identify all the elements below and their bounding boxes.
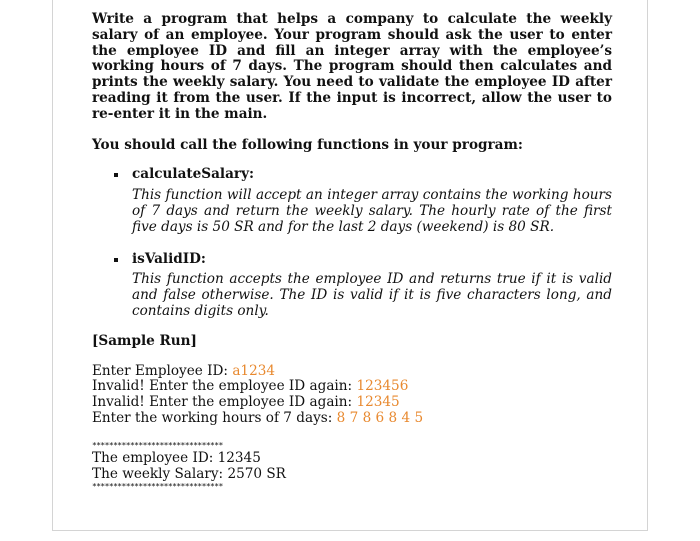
run-user-input: 8 7 8 6 8 4 5 [336, 409, 424, 426]
problem-statement: Write a program that helps a company to calculate the weekly salary of an employee. Your program should ask the user to enter the employee ID and fill an integer array with the employee’s working hours of 7 days. The program should then calculates and prints the weekly salary. You need to validate the employee ID after reading it from the user. If the input is incorrect, allow the user to re-enter it in the main. [92, 11, 612, 122]
sample-run-title: [Sample Run] [92, 332, 197, 349]
functions-heading: You should call the following functions in your program: [92, 136, 523, 153]
function-name: calculateSalary: [132, 166, 254, 183]
run-prompt: Enter Employee ID: [92, 362, 233, 379]
run-line [92, 364, 612, 380]
run-line [92, 395, 612, 411]
separator-bottom: ******************************* [92, 482, 223, 492]
run-user-input: 12345 [356, 394, 400, 411]
run-line [92, 379, 612, 395]
run-user-input: 123456 [356, 378, 409, 395]
bullet-icon [114, 173, 118, 177]
run-line [92, 411, 612, 427]
bullet-icon [114, 258, 118, 262]
sample-run-input [92, 364, 612, 427]
run-user-input: a1234 [232, 362, 276, 379]
question-document [92, 12, 612, 492]
function-item-calculate-salary [116, 167, 612, 235]
separator-top: ******************************* [92, 440, 223, 450]
function-description: This function accepts the employee ID and returns true if it is valid and false otherwise. The ID is valid if it is five characters long, and contains digits only. [132, 271, 612, 319]
run-prompt: Invalid! Enter the employee ID again: [92, 378, 357, 395]
function-name: isValidID: [132, 250, 206, 267]
output-weekly-salary: The weekly Salary: 2570 SR [92, 465, 286, 482]
run-prompt: Enter the working hours of 7 days: [92, 409, 337, 426]
run-prompt: Invalid! Enter the employee ID again: [92, 394, 357, 411]
function-description: This function will accept an integer array contains the working hours of 7 days and return the weekly salary. The hourly rate of the first five days is 50 SR and for the last 2 days (weekend) is 80 SR. [132, 187, 612, 235]
output-employee-id: The employee ID: 12345 [92, 449, 261, 466]
function-item-is-valid-id [116, 252, 612, 320]
